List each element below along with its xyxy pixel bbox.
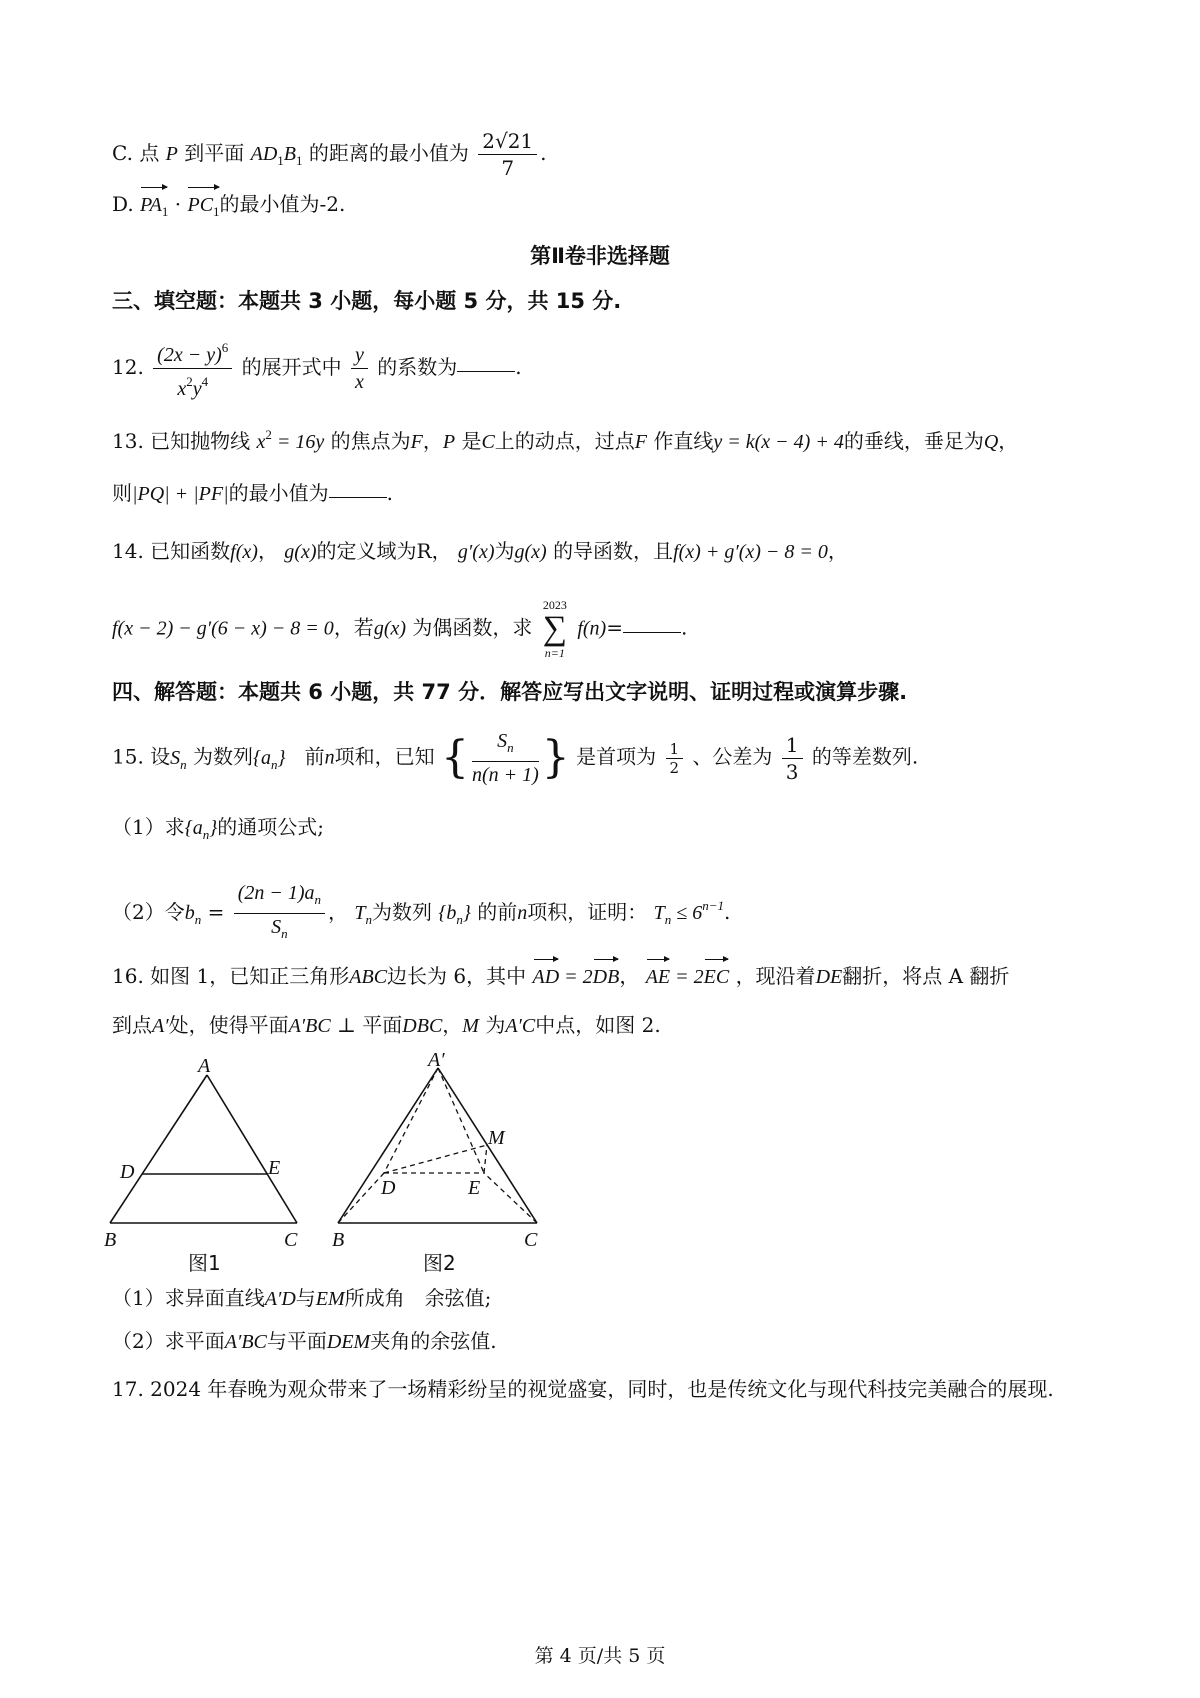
edge-a-d: [384, 1068, 438, 1173]
vector-pa1: $PA_1$: [140, 186, 168, 227]
figure-1: [110, 1075, 297, 1223]
question-16-line2: 到点A′处，使得平面A′BC ⊥ 平面DBC，M 为A′C中点，如图 2.: [112, 1013, 661, 1037]
fig1-caption: 图1: [188, 1251, 221, 1275]
fig2-label-d: D: [381, 1177, 396, 1199]
page-footer: 第 4 页/共 5 页: [534, 1645, 666, 1667]
figures: [96, 1048, 566, 1278]
edge-ac: [207, 1075, 297, 1223]
question-16-part1: （1）求异面直线A′D与EM所成角 余弦值;: [112, 1286, 492, 1310]
fig1-label-c: C: [284, 1229, 298, 1251]
question-14: 14. 已知函数f(x)， g(x)的定义域为R， g′(x)为g(x) 的导函数，且f(x) + g′(x) − 8 = 0，: [112, 539, 848, 563]
sequence-fraction: $\frac{S_n}{n(n + 1)}$: [471, 730, 539, 786]
answer-blank: [457, 371, 515, 372]
fig1-label-b: B: [104, 1229, 117, 1251]
segment-em: [484, 1145, 487, 1173]
question-17: 17. 2024 年春晚为观众带来了一场精彩纷呈的视觉盛宴，同时，也是传统文化与现代科技完美融合的展现.: [112, 1377, 1054, 1401]
option-c: C. 点 P 到平面 $AD_1B_1$ 的距离的最小值为 $\frac{2√21}{7}$ .: [112, 129, 547, 180]
vector-pc1: $PC_1$: [187, 186, 219, 227]
fig2-caption: 图2: [423, 1251, 456, 1275]
question-13: 13. 已知抛物线 $x^2 = 16y$ 的焦点为F，P 是C上的动点，过点F 作直线y = k(x − 4) + 4的垂线，垂足为Q，: [112, 427, 1019, 453]
fig1-label-e: E: [268, 1157, 281, 1179]
fig1-label-a: A: [198, 1055, 211, 1077]
edge-ab: [110, 1075, 207, 1223]
fig2-label-m: M: [488, 1127, 505, 1149]
question-15-part1: （1）求$\{a_n\}$的通项公式;: [112, 815, 324, 842]
summation: 2023 ∑ n=1: [542, 598, 567, 660]
edge-a-b: [338, 1068, 438, 1223]
fig2-label-c: C: [524, 1229, 538, 1251]
option-d: D. $PA_1 \cdot PC_1$的最小值为-2.: [112, 186, 345, 227]
edge-b-d: [338, 1173, 384, 1223]
fig1-label-d: D: [120, 1161, 135, 1183]
segment-dm: [384, 1145, 487, 1173]
part2-title: 第Ⅱ卷非选择题: [530, 244, 670, 268]
fig2-label-b: B: [332, 1229, 345, 1251]
edge-a-e: [438, 1068, 484, 1173]
question-15: 15. 设$S_n$ 为数列$\{a_n\}$ 前n项和，已知 { $\frac{S_n}{n(n + 1)}$ } 是首项为 $\frac{1}{2}$ 、公差为 $\frac{1}{3}$ 的等差数列.: [112, 730, 919, 786]
expression-fraction: $\frac{(2x - y)^6}{x^2y^4}$: [153, 335, 232, 402]
bn-fraction: $\frac{(2n - 1)a_n}{S_n}$: [234, 880, 325, 947]
answer-blank: [329, 497, 387, 498]
fig2-label-e: E: [468, 1177, 481, 1199]
distance-fraction: $\frac{2√21}{7}$: [478, 128, 537, 181]
question-16: 16. 如图 1，已知正三角形ABC边长为 6，其中 AD = 2DB， AE = 2EC ，现沿着DE翻折，将点 A 翻折: [112, 958, 1009, 992]
question-15-part2: （2）令$b_n$ = $\frac{(2n - 1)a_n}{S_n}$ ， $T_n$为数列 $\{b_n\}$ 的前n项积，证明： $T_n \le 6^{n-1}$.: [112, 880, 730, 947]
question-16-part2: （2）求平面A′BC与平面DEM夹角的余弦值.: [112, 1329, 497, 1353]
figure-2: [338, 1068, 537, 1223]
question-13-line2: 则|PQ| + |PF|的最小值为 .: [112, 481, 393, 505]
question-12: 12. $\frac{(2x - y)^6}{x^2y^4}$ 的展开式中 $\frac{y}{x}$ 的系数为 .: [112, 335, 522, 402]
section-3-heading: 三、填空题：本题共 3 小题，每小题 5 分，共 15 分.: [112, 289, 622, 313]
answer-blank: [623, 632, 681, 633]
fig2-label-a: A′: [428, 1049, 445, 1071]
question-14-line2: f(x − 2) − g′(6 − x) − 8 = 0，若g(x) 为偶函数，求 2023 ∑ n=1 f(n)= .: [112, 598, 688, 660]
section-4-heading: 四、解答题：本题共 6 小题，共 77 分．解答应写出文字说明、证明过程或演算步骤.: [112, 680, 908, 704]
